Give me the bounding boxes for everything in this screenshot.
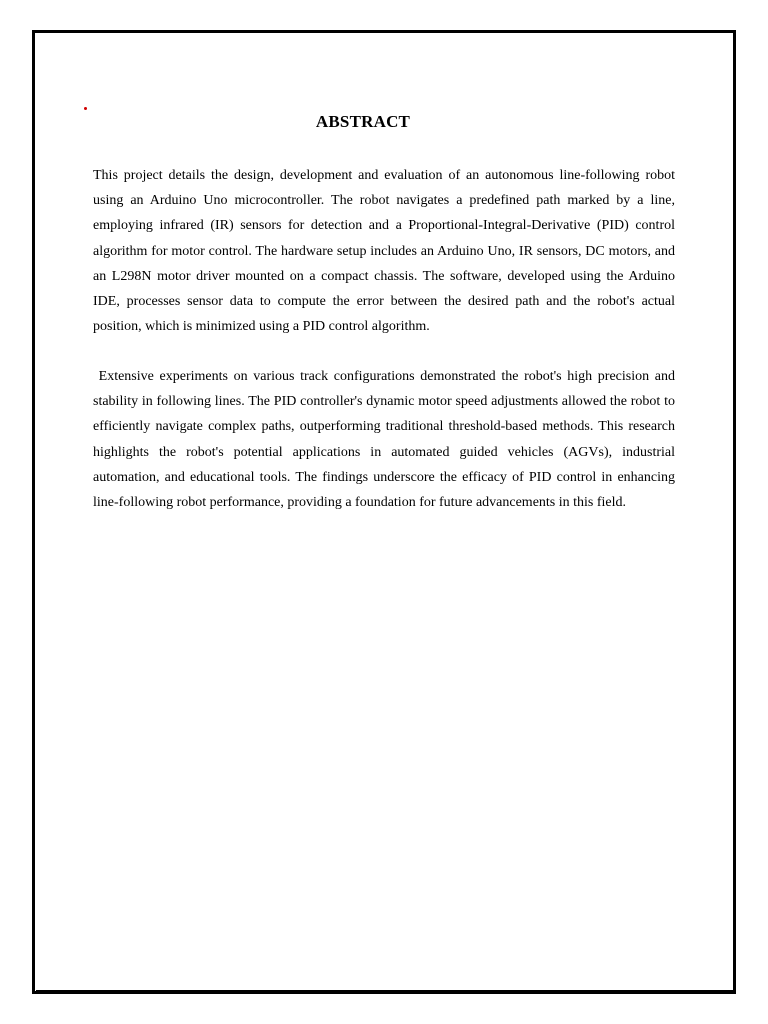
stray-red-mark xyxy=(84,107,87,110)
page-border-bottom-rule xyxy=(36,990,734,991)
abstract-heading: ABSTRACT xyxy=(315,112,411,131)
abstract-paragraph-2: Extensive experiments on various track configurations demonstrated the robot's high precision and stability in following lines. The PID controller's dynamic motor speed adjustments allowed the robot to efficiently navigate complex paths, outperforming traditional threshold-based methods. This research highlights the robot's potential applications in automated guided vehicles (AGVs), industrial automation, and educational tools. The findings underscore the efficacy of PID control in enhancing line-following robot performance, providing a foundation for future advancements in this field. xyxy=(93,369,675,511)
abstract-paragraph-1: This project details the design, development and evaluation of an autonomous line-following robot using an Arduino Uno microcontroller. The robot navigates a predefined path marked by a line, employing infrared (IR) sensors for detection and a Proportional-Integral-Derivative (PID) control algorithm for motor control. The hardware setup includes an Arduino Uno, IR sensors, DC motors, and an L298N motor driver mounted on a compact chassis. The software, developed using the Arduino IDE, processes sensor data to compute the error between the desired path and the robot's actual position, which is minimized using a PID control algorithm. xyxy=(93,168,675,335)
